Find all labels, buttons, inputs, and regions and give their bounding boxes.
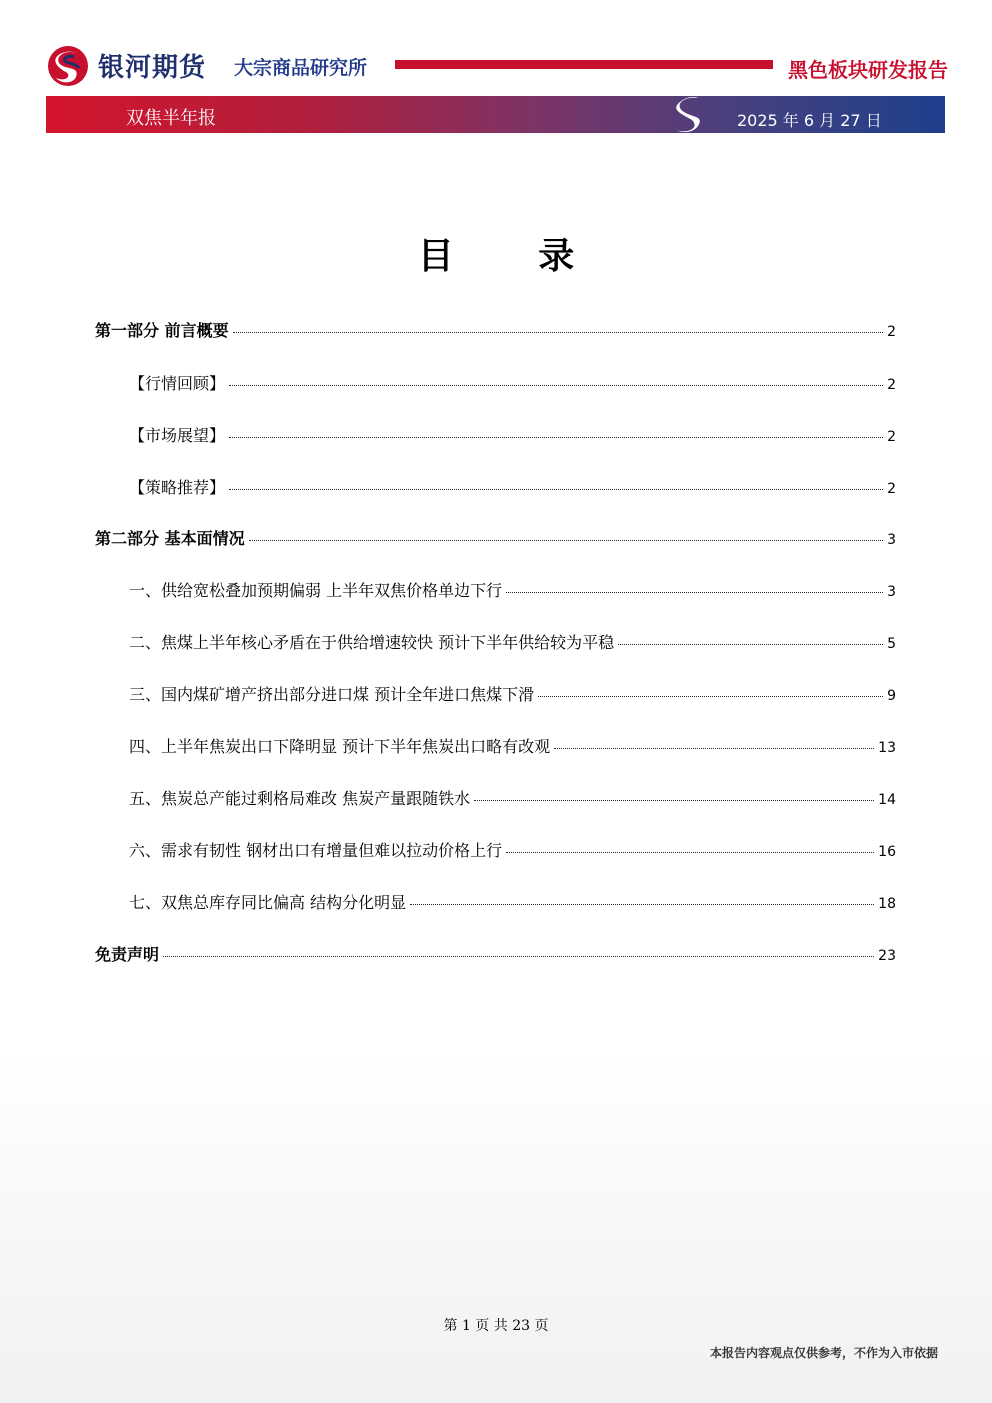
toc-entry-text: 二、焦煤上半年核心矛盾在于供给增速较快 预计下半年供给较为平稳 [129,633,615,652]
header-red-bar [395,60,773,69]
toc-entry-page: 2 [887,324,896,340]
toc-leader [538,696,883,697]
toc-entry-text: 七、双焦总库存同比偏高 结构分化明显 [129,893,407,912]
toc-leader [229,489,883,490]
toc-leader [506,592,883,593]
report-date: 2025 年 6 月 27 日 [737,111,882,130]
toc-entry-text: 【行情回顾】 [129,374,226,393]
toc-entry-text: 免责声明 [95,945,160,964]
toc-entry[interactable] [129,423,896,445]
report-type: 双焦半年报 [126,108,216,129]
toc-entry-text: 三、国内煤矿增产挤出部分进口煤 预计全年进口焦煤下滑 [129,685,535,704]
toc-leader [410,904,874,905]
toc-entry-page: 3 [887,584,896,600]
toc-entry-page: 18 [878,896,896,912]
toc-leader [233,332,884,333]
toc-entry[interactable] [129,838,896,860]
toc-entry[interactable] [95,526,896,548]
toc-entry-page: 2 [887,429,896,445]
toc-entry-text: 一、供给宽松叠加预期偏弱 上半年双焦价格单边下行 [129,581,503,600]
toc-entry-page: 2 [887,377,896,393]
toc-entry[interactable] [129,578,896,600]
toc-entry-page: 16 [878,844,896,860]
institute-name: 大宗商品研究所 [234,57,368,79]
toc-entry[interactable] [129,630,896,652]
toc-entry-text: 【市场展望】 [129,426,226,445]
toc-entry-page: 5 [887,636,896,652]
toc-entry[interactable] [129,371,896,393]
toc-entry[interactable] [129,734,896,756]
toc-leader [229,385,883,386]
toc-leader [554,748,874,749]
toc-title: 目 录 [417,236,611,277]
toc-entry-text: 第二部分 基本面情况 [95,529,245,548]
toc-leader [506,852,874,853]
sector-title: 黑色板块研发报告 [788,58,948,82]
toc-entry[interactable] [129,682,896,704]
toc-entry-page: 2 [887,481,896,497]
toc-entry-page: 23 [878,948,896,964]
galaxy-logo-icon [46,44,90,88]
toc-entry-text: 四、上半年焦炭出口下降明显 预计下半年焦炭出口略有改观 [129,737,551,756]
toc-entry-text: 第一部分 前言概要 [95,321,229,340]
toc-leader [249,540,884,541]
toc-leader [474,800,874,801]
toc-entry-text: 五、焦炭总产能过剩格局难改 焦炭产量跟随铁水 [129,789,471,808]
toc-entry-page: 13 [878,740,896,756]
toc-entry-text: 六、需求有韧性 钢材出口有增量但难以拉动价格上行 [129,841,503,860]
toc-entry-page: 3 [887,532,896,548]
toc-entry-page: 9 [887,688,896,704]
toc-leader [618,644,883,645]
toc-leader [163,956,874,957]
swoosh-icon [668,94,712,136]
brand-name: 银河期货 [98,53,207,83]
toc-entry[interactable] [129,475,896,497]
page-number: 第 1 页 共 23 页 [443,1318,549,1334]
toc-entry[interactable] [129,786,896,808]
toc-entry[interactable] [129,890,896,912]
footer-note: 本报告内容观点仅供参考，不作为入市依据 [709,1346,938,1360]
toc-entry-text: 【策略推荐】 [129,478,226,497]
toc-entry-page: 14 [878,792,896,808]
toc-entry[interactable] [95,318,896,340]
toc-entry[interactable] [95,942,896,964]
toc-leader [229,437,883,438]
